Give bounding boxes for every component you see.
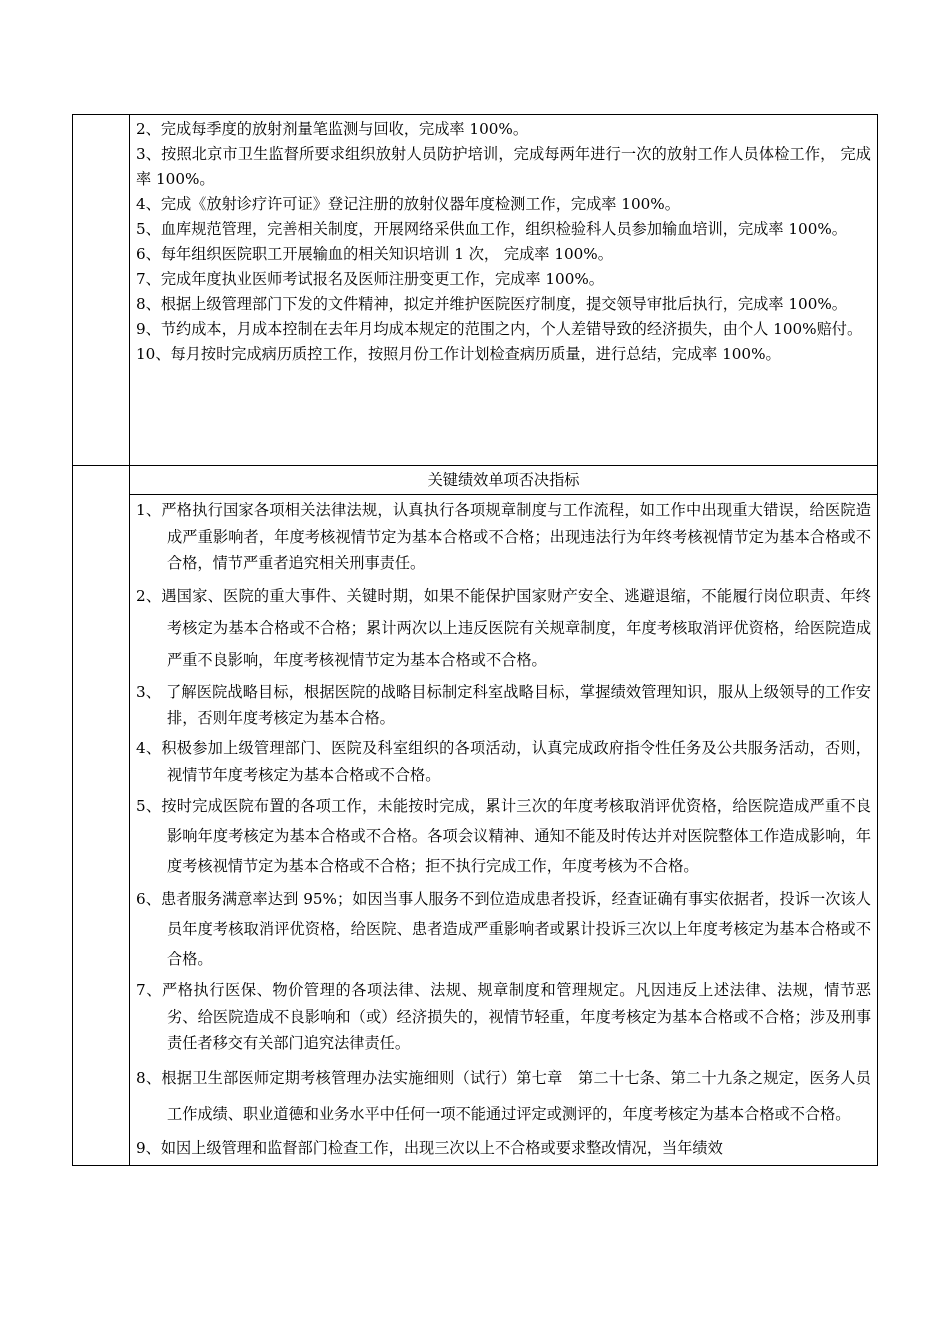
table-row (73, 466, 878, 1166)
assessment-table (72, 114, 878, 1166)
list-item: 5、按时完成医院布置的各项工作，未能按时完成，累计三次的年度考核取消评优资格，给医院造成严重不良影响年度考核定为基本合格或不合格。各项会议精神、通知不能及时传达并对医院整体工作造成影响，年度考核视情节定为基本合格或不合格；拒不执行完成工作，年度考核为不合格。 (136, 797, 871, 876)
list-item: 4、积极参加上级管理部门、医院及科室组织的各项活动，认真完成政府指令性任务及公共服务活动，否则，视情节年度考核定为基本合格或不合格。 (136, 738, 871, 784)
list-item: 2、完成每季度的放射剂量笔监测与回收，完成率 100%。 (136, 120, 529, 138)
list-item: 9、如因上级管理和监督部门检查工作，出现三次以上不合格或要求整改情况，当年绩效 (136, 1138, 723, 1157)
list-item: 6、每年组织医院职工开展输血的相关知识培训 1 次， 完成率 100%。 (136, 245, 613, 263)
table-row (73, 115, 878, 466)
list-item: 5、血库规范管理，完善相关制度，开展网络采供血工作，组织检验科人员参加输血培训，完成率 100%。 (136, 220, 847, 238)
section-title: 关键绩效单项否决指标 (130, 466, 877, 495)
list-item: 4、完成《放射诊疗许可证》登记注册的放射仪器年度检测工作，完成率 100%。 (136, 195, 680, 213)
list-item: 1、严格执行国家各项相关法律法规，认真执行各项规章制度与工作流程，如工作中出现重大错误，给医院造成严重影响者，年度考核视情节定为基本合格或不合格；出现违法行为年终考核视情节定为基本合格或不合格，情节严重者追究相关刑事责任。 (136, 501, 871, 573)
list-item: 2、遇国家、医院的重大事件、关键时期，如果不能保护国家财产安全、逃避退缩，不能履行岗位职责、年终考核定为基本合格或不合格；累计两次以上违反医院有关规章制度，年度考核取消评优资格，给医院造成严重不良影响，年度考核视情节定为基本合格或不合格。 (136, 586, 871, 669)
list-item: 8、根据上级管理部门下发的文件精神，拟定并维护医院医疗制度，提交领导审批后执行，完成率 100%。 (136, 295, 847, 313)
content-cell (130, 115, 878, 466)
list-item: 10、每月按时完成病历质控工作，按照月份工作计划检查病历质量，进行总结，完成率 100%。 (136, 345, 781, 363)
list-item: 6、患者服务满意率达到 95%；如因当事人服务不到位造成患者投诉，经查证确有事实依据者，投诉一次该人员年度考核取消评优资格，给医院、患者造成严重影响者或累计投诉三次以上年度考核定为基本合格或不合格。 (136, 890, 871, 969)
list-item: 3、按照北京市卫生监督所要求组织放射人员防护培训，完成每两年进行一次的放射工作人员体检工作， 完成率 100%。 (136, 145, 871, 188)
list-item: 8、根据卫生部医师定期考核管理办法实施细则（试行）第七章 第二十七条、第二十九条之规定，医务人员工作成绩、职业道德和业务水平中任何一项不能通过评定或测评的，年度考核定为基本合格或不合格。 (136, 1068, 871, 1123)
content-cell (130, 466, 878, 1166)
list-item: 7、严格执行医保、物价管理的各项法律、法规、规章制度和管理规定。凡因违反上述法律、法规，情节恶劣、给医院造成不良影响和（或）经济损失的，视情节轻重，年度考核定为基本合格或不合格；涉及刑事责任者移交有关部门追究法律责任。 (136, 981, 871, 1053)
label-cell (73, 115, 130, 466)
list-item: 9、节约成本，月成本控制在去年月均成本规定的范围之内，个人差错导致的经济损失，由个人 100%赔付。 (136, 320, 863, 338)
label-cell (73, 466, 130, 1166)
list-item: 3、 了解医院战略目标，根据医院的战略目标制定科室战略目标，掌握绩效管理知识，服从上级领导的工作安排，否则年度考核定为基本合格。 (136, 682, 871, 728)
list-item: 7、完成年度执业医师考试报名及医师注册变更工作，完成率 100%。 (136, 270, 604, 288)
